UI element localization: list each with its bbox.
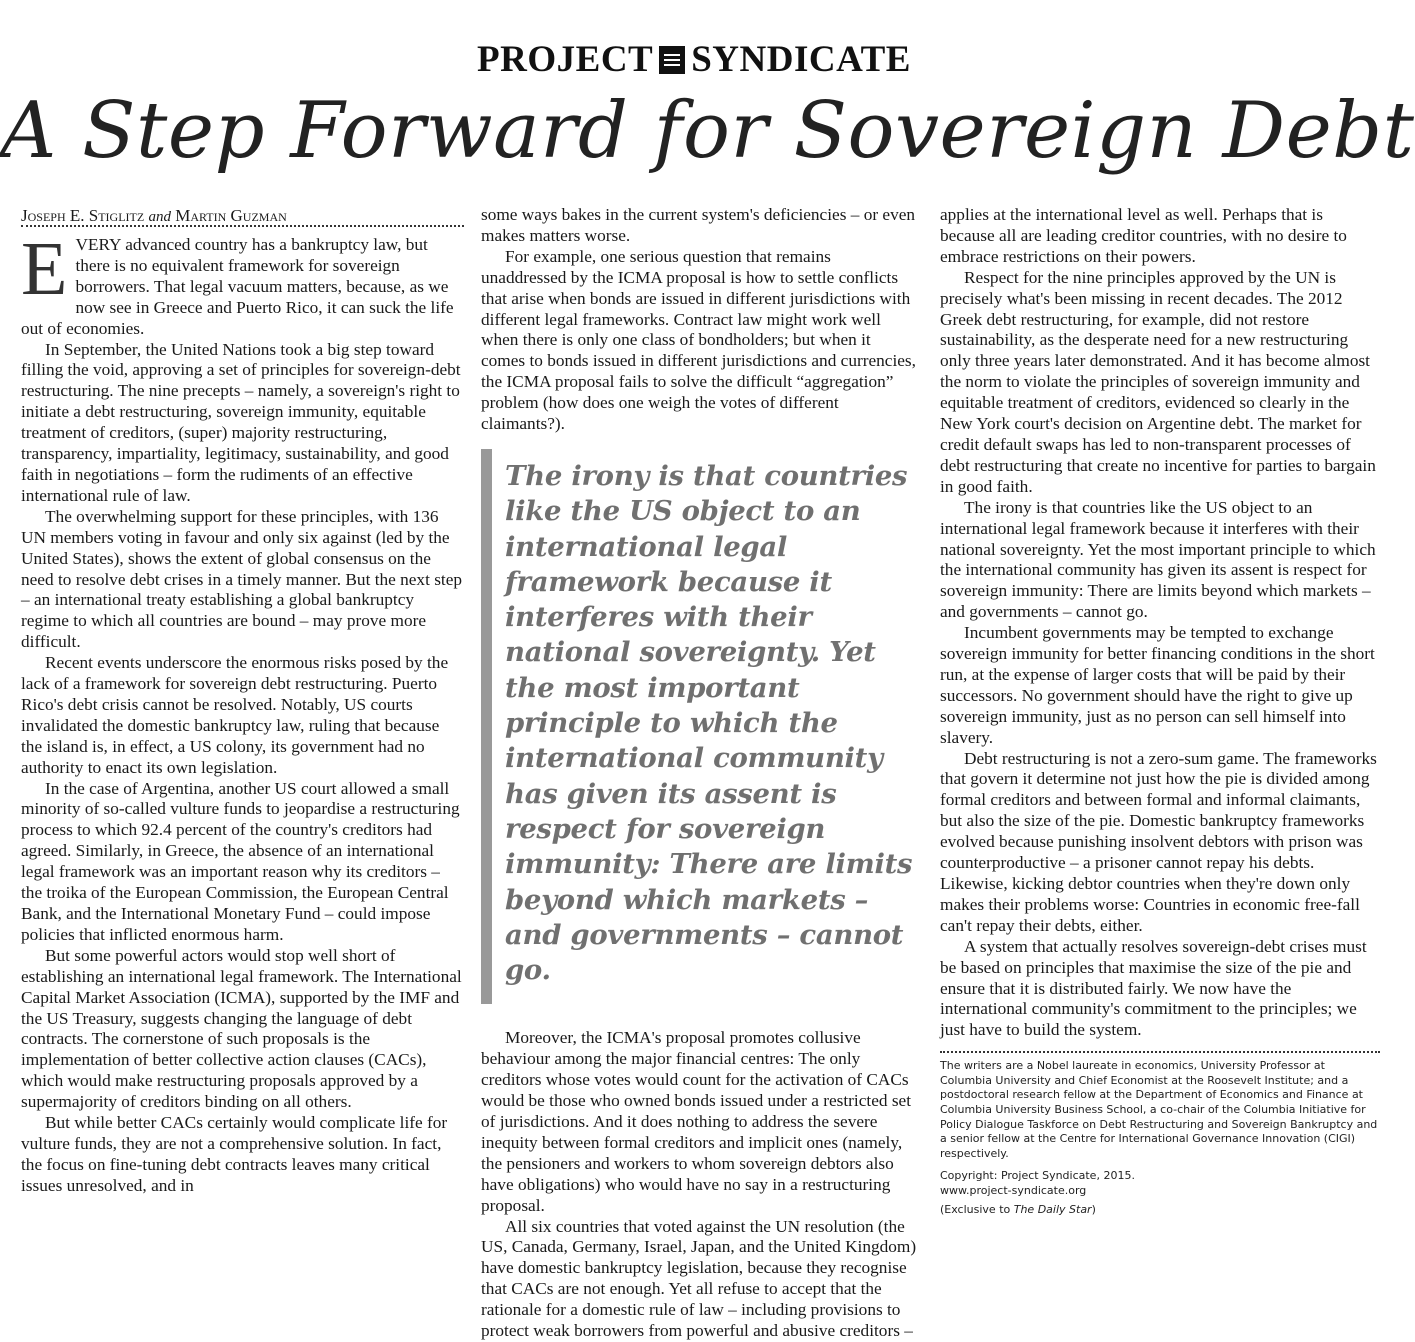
author-1: Joseph E. Stiglitz [21, 206, 145, 225]
headline: A Step Forward for Sovereign Debt [0, 86, 1415, 176]
paragraph: But some powerful actors would stop well short of establishing an international legal framework. The International Capital Market Association (ICMA), supported by the IMF and the US Treasury, suggests changing the language of debt contracts. The cornerstone of such proposals is the implementation of better collective action clauses (CACs), which would make restructuring proposals approved by a supermajority of creditors binding on all others. [21, 945, 462, 1112]
newspaper-logo-icon [659, 46, 685, 74]
newspaper-name: The Daily Star [1013, 1202, 1092, 1216]
article-column-3 [940, 205, 1380, 1217]
byline-and: and [148, 209, 171, 225]
paragraph: Debt restructuring is not a zero-sum game. The frameworks that govern it determine not just how the pie is divided among formal creditors and between formal and informal claimants, but also the size of the pie. Domestic bankruptcy frameworks evolved because punishing insolvent debtors with prison was counterproductive – a prisoner cannot repay his debts. Likewise, kicking debtor countries when they're down only makes their problems worse: Countries in economic free-fall can't repay their debts, either. [940, 748, 1377, 935]
masthead-project: PROJECT [477, 39, 654, 80]
drop-cap: E [21, 227, 68, 311]
masthead-syndicate: SYNDICATE [691, 39, 911, 80]
paragraph: Respect for the nine principles approved by the UN is precisely what's been missing in recent decades. The 2012 Greek debt restructuring, for example, did not restore sustainability, as the desperate need for a new restructuring only three years later demonstrated. And it has become almost the norm to violate the principles of sovereign immunity and equitable treatment of creditors, evidenced so clearly in the New York court's decision on Argentine debt. The market for credit default swaps has led to non-transparent processes of debt restructuring that create no incentive for parties to bargain in good faith. [940, 267, 1376, 496]
author-bio: The writers are a Nobel laureate in economics, University Professor at Columbia University and Chief Economist at the Roosevelt Institute; and a postdoctoral research fellow at the Department of Economics and Finance at Columbia University Business School, a co-chair of the Columbia Initiative for Policy Dialogue Taskforce on Debt Restructuring and Sovereign Bankruptcy and a senior fellow at the Centre for International Governance Innovation (CIGI) respectively. [940, 1059, 1378, 1160]
paragraph: The irony is that countries like the US object to an international legal framework because it interferes with their national sovereignty. Yet the most important principle to which the international community has given its assent is respect for sovereign immunity: There are limits beyond which markets – and governments – cannot go. [940, 497, 1376, 622]
website: www.project-syndicate.org [940, 1184, 1087, 1197]
footnote-block [940, 1051, 1380, 1217]
paragraph: some ways bakes in the current system's deficiencies – or even makes matters worse. [481, 205, 916, 245]
byline [21, 205, 464, 227]
masthead [0, 38, 1388, 82]
exclusive-note: (Exclusive to The Daily Star) [940, 1202, 1096, 1216]
paragraph: For example, one serious question that remains unaddressed by the ICMA proposal is how to settle conflicts that arise when bonds are issued in different jurisdictions with different legal frameworks. Contract law might work well when there is only one class of bondholders; but when it comes to bonds issued in different jurisdictions and currencies, the ICMA proposal fails to solve the difficult “aggregation” problem (how does one weigh the votes of different claimants?). [481, 246, 916, 434]
paragraph: The overwhelming support for these principles, with 136 UN members voting in favour and only six against (led by the United States), shows the extent of global consensus on the need to resolve debt crises in a timely manner. But the next step – an international treaty establishing a global bankruptcy regime to which all countries are bound – may prove more difficult. [21, 506, 463, 652]
article-column-2 [481, 205, 919, 1342]
paragraph: A system that actually resolves sovereign-debt crises must be based on principles that maximise the size of the pie and ensure that it is distributed fairly. We now have the international community's commitment to the principles; we just have to build the system. [940, 936, 1367, 1040]
author-2: Martin Guzman [175, 206, 287, 225]
article-column-1 [21, 205, 464, 1197]
paragraph: EVERY advanced country has a bankruptcy law, but there is no equivalent framework for sovereign borrowers. That legal vacuum matters, because, as we now see in Greece and Puerto Rico, it can suck the life out of economies. [21, 227, 454, 338]
paragraph: But while better CACs certainly would complicate life for vulture funds, they are not a comprehensive solution. In fact, the focus on fine-tuning debt contracts leaves many critical issues unresolved, and in [21, 1113, 448, 1195]
paragraph: applies at the international level as well. Perhaps that is because all are leading creditor countries, with no desire to embrace restrictions on their powers. [940, 205, 1347, 266]
copyright: Copyright: Project Syndicate, 2015. [940, 1169, 1135, 1183]
paragraph: Incumbent governments may be tempted to exchange sovereign immunity for better financing conditions in the short run, at the expense of larger costs that will be paid by their successors. No government should have the right to give up sovereign immunity, just as no person can sell himself into slavery. [940, 623, 1375, 747]
paragraph: Recent events underscore the enormous risks posed by the lack of a framework for sovereign debt restructuring. Puerto Rico's debt crisis cannot be resolved. Notably, US courts invalidated the domestic bankruptcy law, ruling that because the island is, in effect, a US colony, its government had no authority to enact its own legislation. [21, 653, 449, 777]
paragraph: In the case of Argentina, another US court allowed a small minority of so-called vulture funds to jeopardise a restructuring process to which 92.4 percent of the country's creditors had agreed. Similarly, in Greece, the absence of an international legal framework was an important reason why its creditors – the troika of the European Commission, the European Central Bank, and the International Monetary Fund – could impose policies that inflicted enormous harm. [21, 778, 460, 944]
paragraph: All six countries that voted against the UN resolution (the US, Canada, Germany, Israel, Japan, and the United Kingdom) have domestic bankruptcy legislation, because they recognise that CACs are not enough. Yet all refuse to accept that the rationale for a domestic rule of law – including provisions to protect weak borrowers from powerful and abusive creditors – [481, 1216, 917, 1341]
paragraph: In September, the United Nations took a big step toward filling the void, approving a set of principles for sovereign-debt restructuring. The nine precepts – namely, a sovereign's right to initiate a debt restructuring, sovereign immunity, equitable treatment of creditors, (super) majority restructuring, transparency, impartiality, legitimacy, sustainability, and good faith in negotiations – form the rudiments of an effective international rule of law. [21, 339, 461, 505]
paragraph: Moreover, the ICMA's proposal promotes collusive behaviour among the major financial centres: The only creditors whose votes would count for the activation of CACs would be those who owned bonds issued under a restricted set of jurisdictions. And it does nothing to address the severe inequity between formal creditors and implicit ones (namely, the pensioners and workers to whom sovereign debtors also have obligations) who would have no say in a restructuring proposal. [481, 1028, 912, 1215]
pull-quote: The irony is that countries like the US object to an international legal framework because it interferes with their national sovereignty. Yet the most important principle to which the international community has given its assent is respect for sovereign immunity: There are limits beyond which markets – and governments – cannot go. [481, 449, 919, 1004]
